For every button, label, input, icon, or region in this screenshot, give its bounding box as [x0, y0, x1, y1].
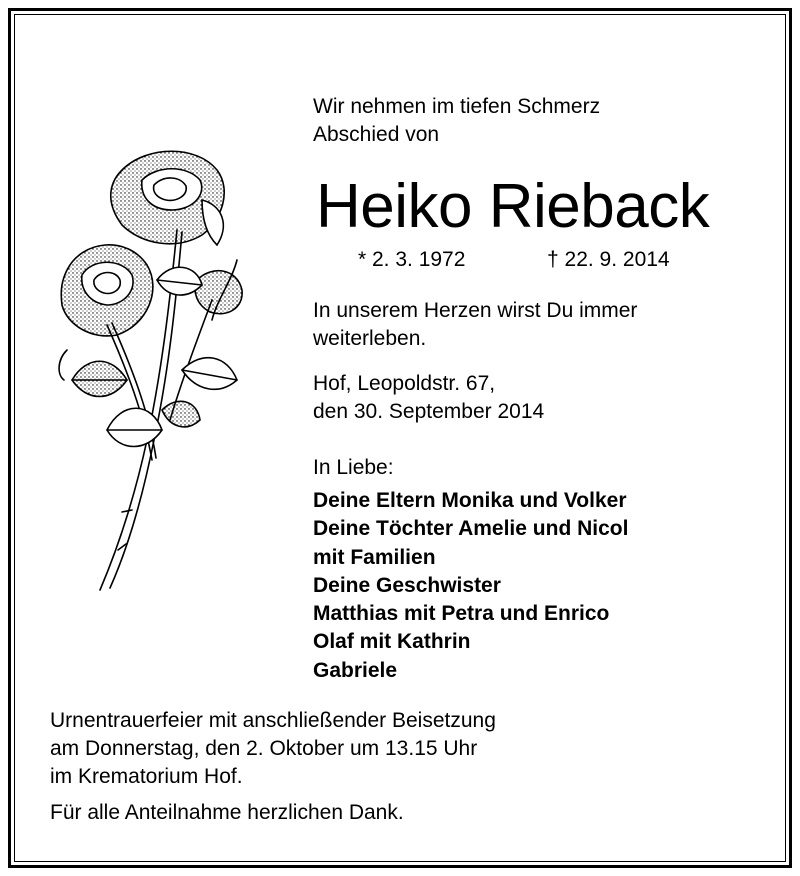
place-line: Hof, Leopoldstr. 67, [313, 372, 496, 395]
funeral-service-info [50, 707, 496, 791]
intro-line: Abschied von [313, 123, 440, 146]
in-love-label: In Liebe: [313, 456, 394, 479]
family-member: Matthias mit Petra und Enrico [313, 602, 610, 626]
rose-icon [52, 140, 262, 600]
family-member: mit Familien [313, 545, 436, 569]
date-line: den 30. September 2014 [313, 400, 545, 423]
intro-text [313, 93, 600, 149]
birth-date: * 2. 3. 1972 [358, 248, 466, 271]
family-list [313, 487, 628, 685]
thanks-line: Für alle Anteilnahme herzlichen Dank. [50, 801, 404, 824]
family-member: Olaf mit Kathrin [313, 630, 471, 654]
service-line: am Donnerstag, den 2. Oktober um 13.15 Uhr [50, 737, 478, 760]
family-member: Deine Geschwister [313, 573, 501, 597]
quote-line: In unserem Herzen wirst Du immer [313, 299, 638, 322]
quote-line: weiterleben. [313, 327, 427, 350]
family-member: Deine Töchter Amelie und Nicol [313, 517, 629, 541]
family-member: Deine Eltern Monika und Volker [313, 489, 627, 512]
place-and-date [313, 370, 544, 426]
deceased-name: Heiko Rieback [316, 172, 710, 241]
intro-line: Wir nehmen im tiefen Schmerz [313, 95, 601, 118]
memorial-quote [313, 297, 637, 353]
family-member: Gabriele [313, 658, 398, 682]
death-date: † 22. 9. 2014 [547, 248, 670, 271]
service-line: Urnentrauerfeier mit anschließender Beisetzung [50, 709, 496, 732]
service-line: im Krematorium Hof. [50, 765, 243, 788]
